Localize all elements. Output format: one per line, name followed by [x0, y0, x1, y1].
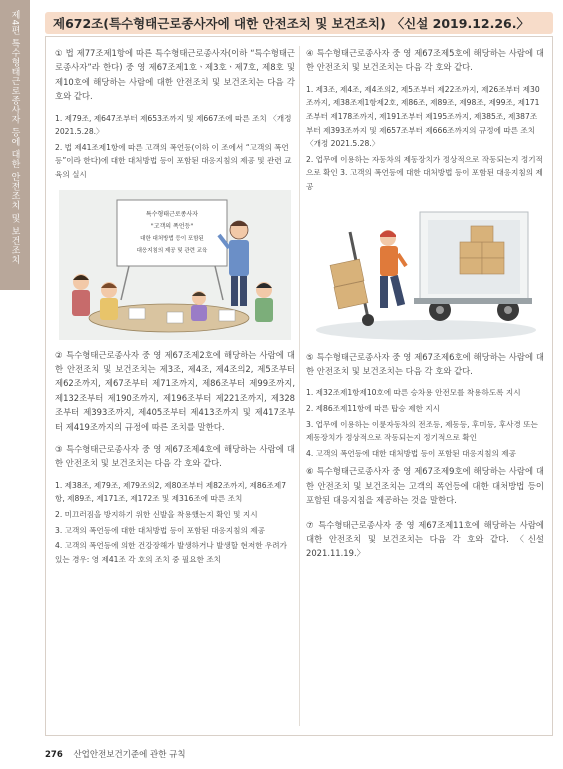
education-illustration [59, 190, 291, 340]
left-column [55, 46, 295, 568]
list-item: 4. 고객의 폭언등에 대한 대처방법 등이 포함된 대응지침의 제공 [306, 448, 516, 458]
board-line: 대응지침의 제공 및 관련 교육 [136, 247, 208, 254]
paragraph-4-items [306, 83, 544, 194]
footer-title: 산업안전보건기준에 관한 규칙 [73, 750, 186, 760]
delivery-illustration [310, 202, 542, 342]
paragraph-3-items [55, 479, 295, 567]
chapter-side-tab-label: 제4편 특수형태근로종사자 등에 대한 안전조치 및 보건조치 [9, 10, 20, 265]
paragraph-2: ② 특수형태근로종사자 중 영 제67조제2호에 해당하는 사람에 대한 안전조치 및 보건조치는 제3조, 제4조, 제4조의2, 제5조부터 제62조까지, 제67조부터 제71조까지, 제86조부터 제99조까지, 제132조부터 제190조까지, 제196조부터 제221조까지, 제328조부터 제393조까지, 제405조부터 제413조까지 및 제417조부터 제419조까지의 규정에 따른 조치를 말한다. [55, 349, 295, 432]
article-title: 제672조(특수형태근로종사자에 대한 안전조치 및 보건조치) [53, 16, 386, 31]
list-item: 2. 미끄러짐을 방지하기 위한 신발을 착용했는지 확인 및 지시 [55, 510, 258, 520]
list-item: 2. 업무에 이용하는 자동차의 제동장치가 정상적으로 작동되는지 정기적으로 확인 3. 고객의 폭언등에 대한 대처방법 등이 포함된 대응지침의 제공 [306, 154, 543, 191]
list-item: 1. 제79조, 제647조부터 제653조까지 및 제667조에 따른 조치 〈개정 2021.5.28.〉 [55, 113, 292, 137]
page-number: 276 [45, 750, 63, 760]
list-item: 2. 법 제41조제1항에 따른 고객의 폭언등(이하 이 조에서 “고객의 폭언등”이라 한다)에 대한 대처방법 등이 포함된 대응지침의 제공 및 관련 교육의 실시 [55, 142, 292, 179]
column-divider [299, 46, 300, 726]
paragraph-6: ⑥ 특수형태근로종사자 중 영 제67조제9호에 해당하는 사람에 대한 안전조치 및 보건조치는 고객의 폭언등에 대한 대처방법 등이 포함된 대응지침을 제공하는 것을 말한다. [306, 466, 544, 506]
paragraph-4: ④ 특수형태근로종사자 중 영 제67조제5호에 해당하는 사람에 대한 안전조치 및 보건조치는 다음 각 호와 같다. [306, 48, 544, 73]
paragraph-7: ⑦ 특수형태근로종사자 중 영 제67조제11호에 해당하는 사람에 대한 안전조치 및 보건조치는 다음 각 호와 같다. 〈신설 2021.11.19.〉 [306, 519, 544, 559]
list-item: 1. 제38조, 제79조, 제79조의2, 제80조부터 제82조까지, 제86조제7항, 제89조, 제171조, 제172조 및 제316조에 따른 조치 [55, 480, 287, 504]
paragraph-5-items [306, 386, 544, 460]
paragraph-3: ③ 특수형태근로종사자 중 영 제67조제4호에 해당하는 사람에 대한 안전조치 및 보건조치는 다음 각 호와 같다. [55, 444, 295, 469]
list-item: 3. 업무에 이용하는 이륜자동차의 전조등, 제동등, 후미등, 후사경 또는 제동장치가 정상적으로 작동되는지 정기적으로 확인 [306, 419, 538, 443]
list-item: 1. 제3조, 제4조, 제4조의2, 제5조부터 제22조까지, 제26조부터 제30조까지, 제38조제1항제2호, 제86조, 제89조, 제98조, 제99조, 제171조부터 제178조까지, 제191조부터 제195조까지, 제385조, 제387조부터 제393조까지 및 제657조부터 제666조까지의 규정에 따른 조치 〈개정 2021.5.28.〉 [306, 84, 540, 149]
paragraph-1: ① 법 제77조제1항에 따른 특수형태근로종사자(이하 “특수형태근로종사자”라 한다) 중 영 제67조제1호ㆍ제3호ㆍ제7호, 제8호 및 제10호에 해당하는 사람에 대한 안전조치 및 보건조치는 다음 각 호와 같다. [55, 48, 295, 102]
chapter-side-tab [0, 0, 30, 290]
list-item: 4. 고객의 폭언등에 의한 건강장해가 발생하거나 발생할 현저한 우려가 있는 경우: 영 제41조 각 호의 조치 중 필요한 조치 [55, 541, 287, 564]
article-header [45, 12, 553, 34]
article-amend-note: 〈신설 2019.12.26.〉 [391, 16, 529, 31]
list-item: 1. 제32조제1항제10호에 따른 승차용 안전모를 착용하도록 지시 [306, 388, 521, 398]
board-line: 특수형태근로종사자 [145, 210, 199, 218]
page-footer [45, 748, 186, 760]
board-line: 대한 대처방법 등이 포함된 [140, 235, 204, 242]
board-line: "고객의 폭언등" [150, 222, 194, 230]
list-item: 2. 제86조제11항에 따른 탑승 제한 지시 [306, 403, 441, 413]
paragraph-1-items [55, 112, 295, 182]
paragraph-5: ⑤ 특수형태근로종사자 중 영 제67조제6호에 해당하는 사람에 대한 안전조치 및 보건조치는 다음 각 호와 같다. [306, 351, 544, 376]
right-column [306, 46, 544, 561]
list-item: 3. 고객의 폭언등에 대한 대처방법 등이 포함된 대응지침의 제공 [55, 525, 265, 535]
